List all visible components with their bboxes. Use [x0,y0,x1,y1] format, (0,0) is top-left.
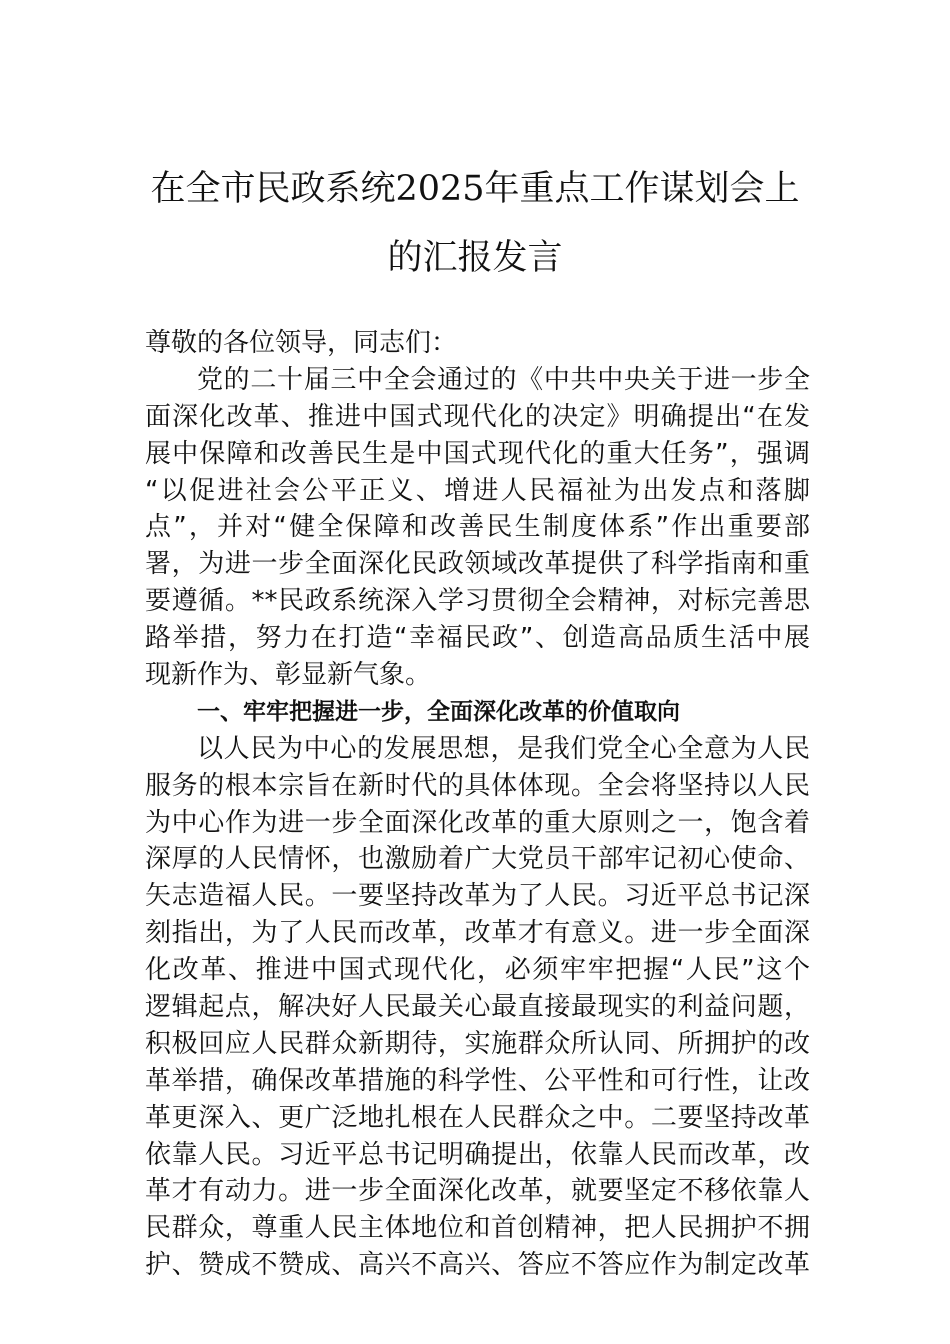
paragraph-line: 依靠人民。习近平总书记明确提出，依靠人民而改革，改 [145,1139,810,1170]
paragraph-line: 民群众，尊重人民主体地位和首创精神，把人民拥护不拥 [145,1213,810,1244]
paragraph-line: 现新作为、彰显新气象。 [145,660,432,691]
paragraph-line: 革才有动力。进一步全面深化改革，就要坚定不移依靠人 [145,1176,810,1207]
paragraph-line: 逻辑起点，解决好人民最关心最直接最现实的利益问题， [145,992,810,1023]
paragraph-line: 化改革、推进中国式现代化，必须牢牢把握“人民”这个 [145,955,810,986]
salutation: 尊敬的各位领导，同志们： [145,328,458,358]
paragraph-line: 护、赞成不赞成、高兴不高兴、答应不答应作为制定改革 [145,1250,810,1281]
paragraph-line: 面深化改革、推进中国式现代化的决定》明确提出“在发 [145,401,810,432]
document-title-line-1: 在全市民政系统2025年重点工作谋划会上 [150,169,800,209]
paragraph-line: “以促进社会公平正义、增进人民福祉为出发点和落脚 [145,475,810,506]
document-title-line-2: 的汇报发言 [387,238,563,278]
paragraph-line: 以人民为中心的发展思想，是我们党全心全意为人民 [197,733,810,764]
paragraph-line: 为中心作为进一步全面深化改革的重大原则之一，饱含着 [145,807,810,838]
paragraph-line: 要遵循。**民政系统深入学习贯彻全会精神，对标完善思 [145,586,810,617]
paragraph-line: 刻指出，为了人民而改革，改革才有意义。进一步全面深 [145,918,810,949]
section-heading: 一、牢牢把握进一步，全面深化改革的价值取向 [197,698,680,725]
paragraph-line: 深厚的人民情怀，也激励着广大党员干部牢记初心使命、 [145,844,810,875]
paragraph-line: 路举措，努力在打造“幸福民政”、创造高品质生活中展 [145,623,810,654]
paragraph-line: 展中保障和改善民生是中国式现代化的重大任务”，强调 [145,438,810,469]
paragraph-line: 党的二十届三中全会通过的《中共中央关于进一步全 [197,364,810,395]
paragraph-line: 服务的根本宗旨在新时代的具体体现。全会将坚持以人民 [145,770,810,801]
paragraph-line: 矢志造福人民。一要坚持改革为了人民。习近平总书记深 [145,881,810,912]
paragraph-line: 点”，并对“健全保障和改善民生制度体系”作出重要部 [145,512,810,543]
document-body [145,325,810,1284]
paragraph-line: 革举措，确保改革措施的科学性、公平性和可行性，让改 [145,1065,810,1096]
paragraph-line: 积极回应人民群众新期待，实施群众所认同、所拥护的改 [145,1028,810,1059]
paragraph-line: 署，为进一步全面深化民政领域改革提供了科学指南和重 [145,549,810,580]
paragraph-line: 革更深入、更广泛地扎根在人民群众之中。二要坚持改革 [145,1102,810,1133]
